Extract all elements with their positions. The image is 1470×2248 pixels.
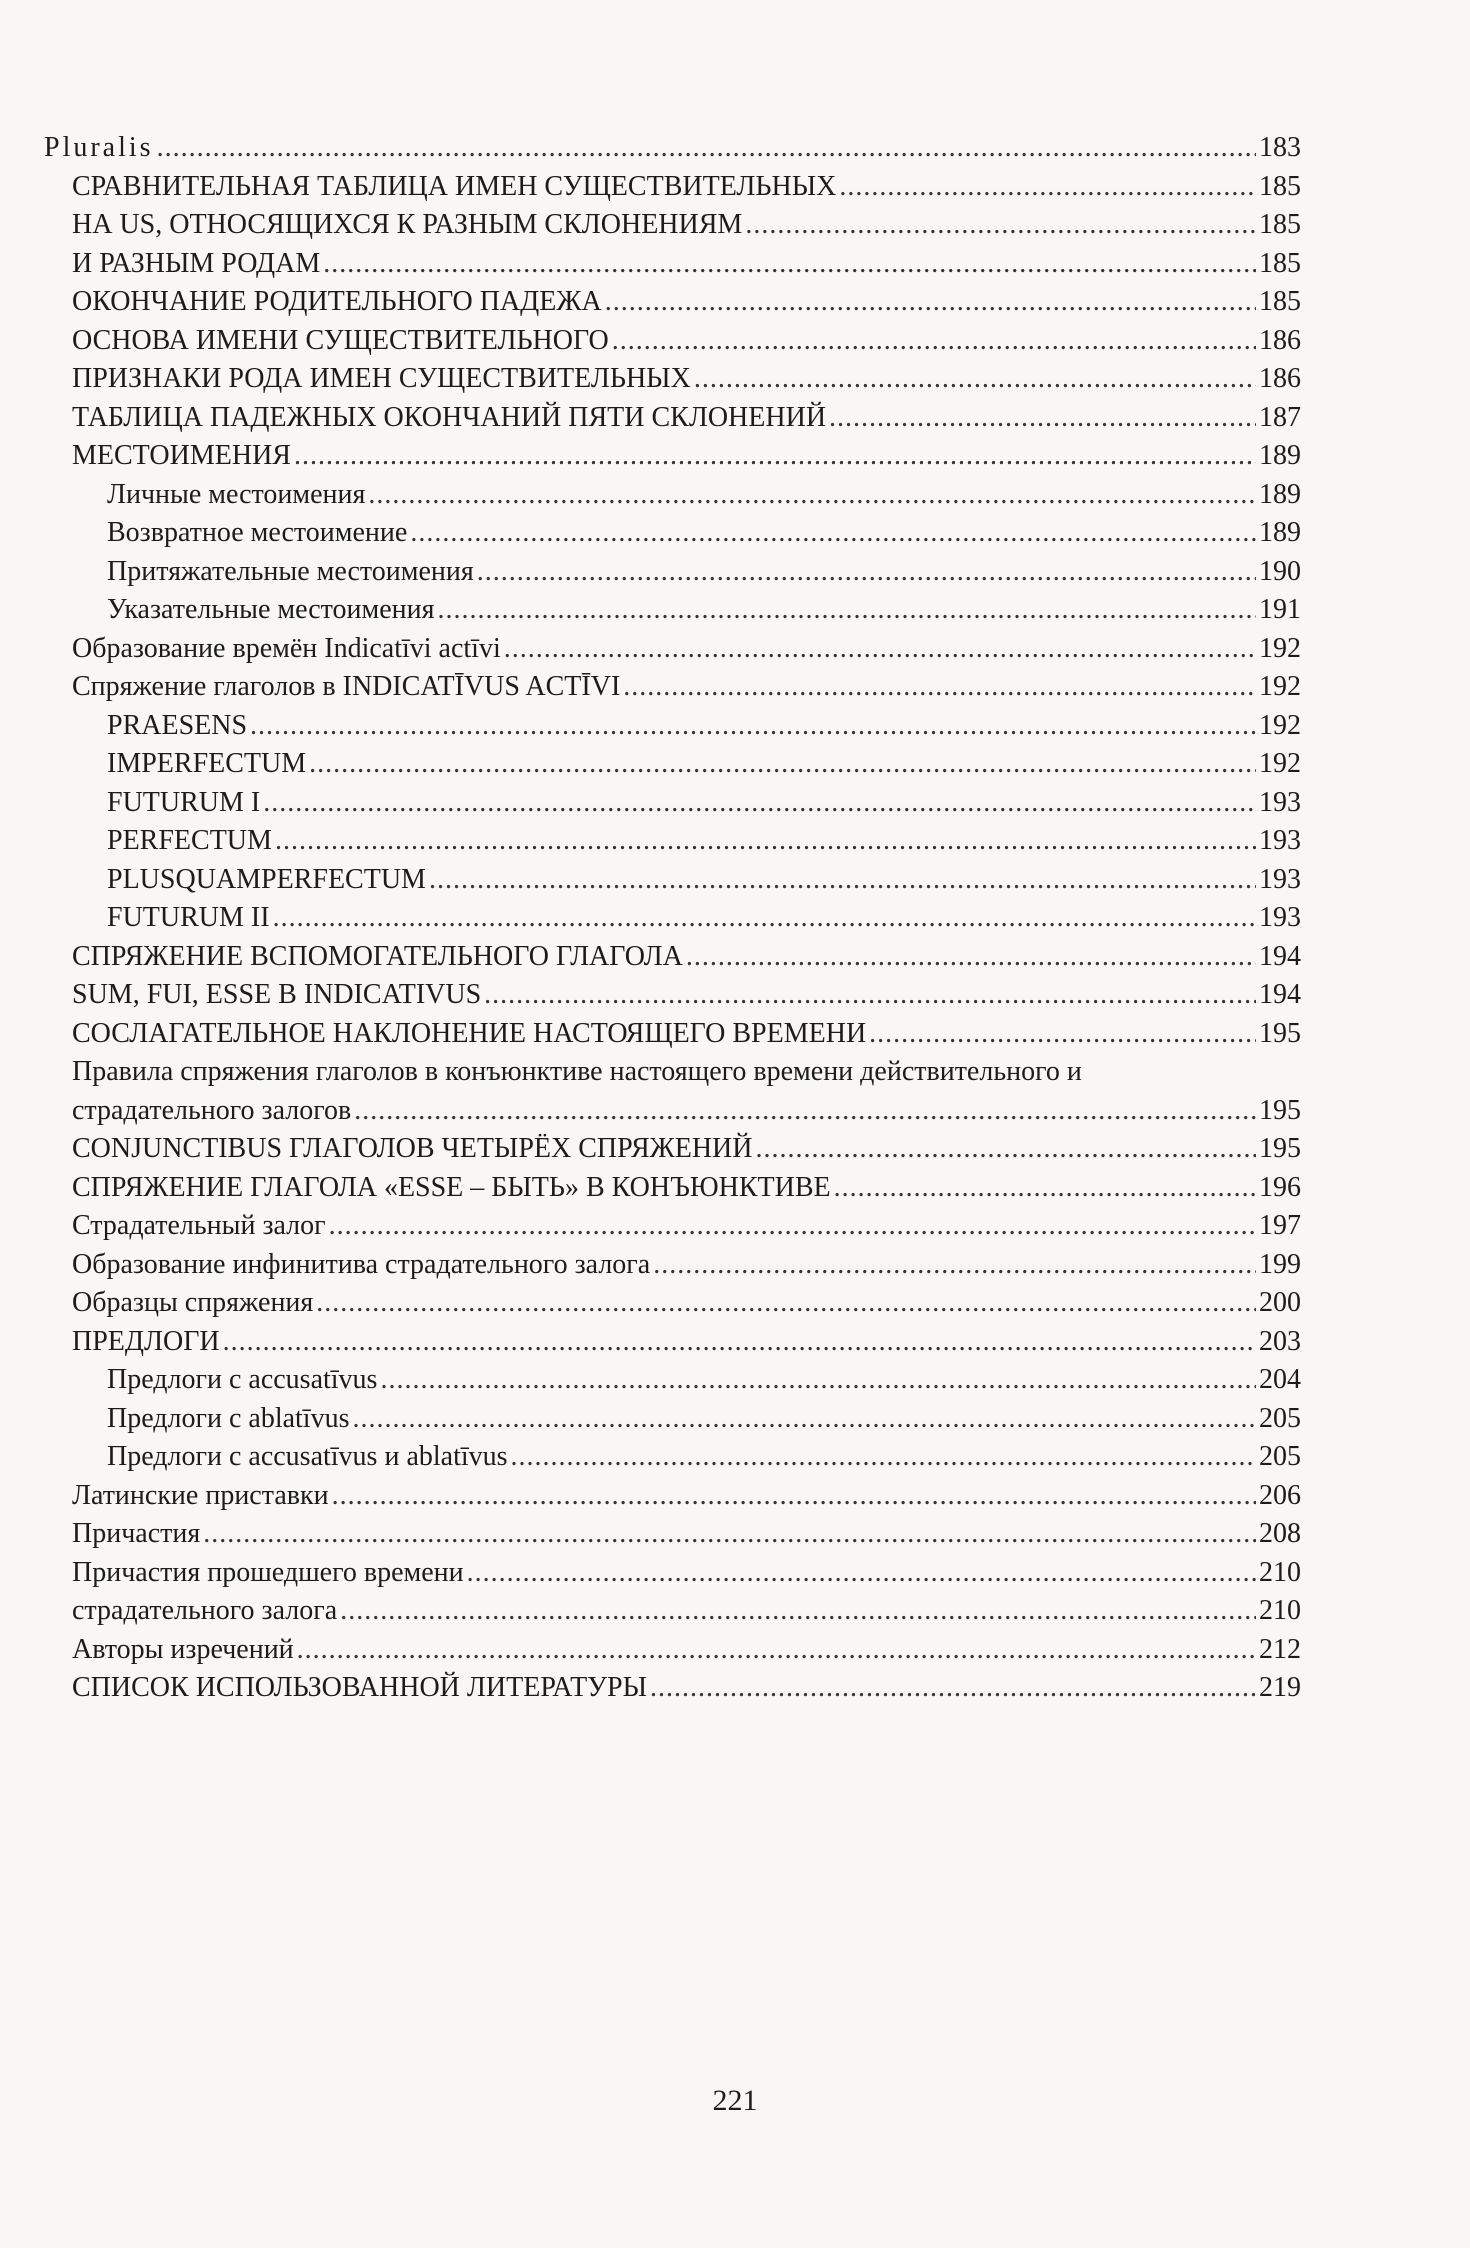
toc-entry	[44, 553, 1301, 592]
toc-entry-page: 195	[1259, 1017, 1301, 1049]
toc-entry-title: Латинские приставки	[72, 1479, 329, 1511]
toc-entry-title: ПРЕДЛОГИ	[72, 1325, 220, 1357]
toc-entry	[44, 245, 1301, 284]
toc-entry-page: 186	[1259, 363, 1301, 394]
toc-entry-page: 196	[1259, 1171, 1301, 1203]
toc-entry-title: Образцы спряжения	[72, 1287, 314, 1318]
dot-leader	[275, 822, 1256, 861]
dot-leader	[329, 1207, 1256, 1246]
toc-entry-page: 210	[1259, 1556, 1301, 1588]
toc-entry-title: Возвратное местоимение	[107, 517, 408, 548]
dot-leader	[650, 1669, 1256, 1708]
toc-entry-title: Образование времён Indicatīvi actīvi	[72, 632, 501, 664]
toc-entry	[44, 1323, 1301, 1362]
toc-entry-title: Притяжательные местоимения	[107, 555, 474, 587]
toc-entry-title: ПРИЗНАКИ РОДА ИМЕН СУЩЕСТВИТЕЛЬНЫХ	[72, 363, 691, 394]
toc-entry-page: 194	[1259, 940, 1301, 972]
toc-entry	[44, 591, 1301, 630]
toc-entry	[44, 1554, 1301, 1593]
toc-entry-title: Предлоги с accusatīvus и ablatīvus	[107, 1441, 508, 1472]
toc-entry	[44, 1246, 1301, 1285]
dot-leader	[745, 206, 1256, 245]
toc-entry-page: 193	[1259, 863, 1301, 895]
toc-entry	[44, 1669, 1301, 1708]
page-number: 221	[712, 2084, 758, 2117]
toc-entry-page: 206	[1259, 1479, 1301, 1511]
dot-leader	[316, 1284, 1256, 1323]
toc-entry-title: Указательные местоимения	[107, 594, 435, 625]
toc-entry-page: 205	[1259, 1441, 1301, 1472]
toc-entry	[44, 938, 1301, 977]
dot-leader	[755, 1130, 1256, 1169]
toc-entry-title: FUTURUM I	[107, 786, 261, 818]
dot-leader	[653, 1246, 1256, 1285]
toc-entry-line2	[72, 1092, 1301, 1131]
toc-entry-page: 189	[1259, 517, 1301, 548]
toc-entry	[44, 1207, 1301, 1246]
toc-entry	[44, 899, 1301, 938]
table-of-contents	[44, 129, 1301, 1708]
toc-entry	[44, 1592, 1301, 1631]
dot-leader	[223, 1323, 1256, 1362]
toc-entry-page: 195	[1259, 1094, 1301, 1126]
toc-entry-page: 186	[1259, 324, 1301, 356]
dot-leader	[623, 668, 1256, 707]
toc-entry-page: 208	[1259, 1518, 1301, 1549]
toc-entry	[44, 1438, 1301, 1477]
toc-entry	[44, 1400, 1301, 1439]
dot-leader	[380, 1361, 1256, 1400]
toc-entry	[44, 668, 1301, 707]
toc-entry-title: SUM, FUI, ESSE В INDICATIVUS	[72, 979, 482, 1010]
toc-entry-title: СОСЛАГАТЕЛЬНОЕ НАКЛОНЕНИЕ НАСТОЯЩЕГО ВРЕМЕНИ	[72, 1017, 867, 1049]
dot-leader	[834, 1169, 1256, 1208]
dot-leader	[294, 437, 1256, 476]
toc-entry	[44, 1284, 1301, 1323]
dot-leader	[309, 745, 1256, 784]
toc-entry	[44, 1015, 1301, 1054]
toc-entry-title: PERFECTUM	[107, 825, 272, 856]
toc-entry-wrapped	[44, 1053, 1301, 1130]
dot-leader	[157, 129, 1256, 168]
toc-entry-title: СПРЯЖЕНИЕ ГЛАГОЛА «ESSE – БЫТЬ» В КОНЪЮНКТИВЕ	[72, 1171, 831, 1203]
toc-entry	[44, 1631, 1301, 1670]
toc-entry-page: 203	[1259, 1325, 1301, 1357]
toc-entry-page: 183	[1259, 132, 1301, 163]
dot-leader	[332, 1477, 1256, 1516]
toc-entry	[44, 1361, 1301, 1400]
toc-entry-title: CONJUNCTIBUS ГЛАГОЛОВ ЧЕТЫРЁХ СПРЯЖЕНИЙ	[72, 1133, 753, 1164]
dot-leader	[352, 1400, 1256, 1439]
toc-entry-page: 192	[1259, 709, 1301, 741]
dot-leader	[612, 322, 1256, 361]
toc-entry	[44, 476, 1301, 515]
toc-entry	[44, 399, 1301, 438]
dot-leader	[263, 784, 1256, 823]
toc-entry	[44, 168, 1301, 207]
dot-leader	[340, 1592, 1256, 1631]
dot-leader	[429, 861, 1256, 900]
dot-leader	[484, 976, 1256, 1015]
toc-entry	[44, 206, 1301, 245]
dot-leader	[203, 1515, 1256, 1554]
toc-entry-page: 193	[1259, 902, 1301, 933]
toc-entry-page: 199	[1259, 1248, 1301, 1280]
toc-entry-page: 204	[1259, 1364, 1301, 1395]
toc-entry-page: 195	[1259, 1133, 1301, 1164]
toc-entry-title: страдательного залога	[72, 1595, 338, 1626]
toc-entry-page: 189	[1259, 440, 1301, 471]
toc-entry-page: 193	[1259, 825, 1301, 856]
dot-leader	[273, 899, 1256, 938]
toc-entry-title: Страдательный залог	[72, 1210, 326, 1241]
dot-leader	[694, 360, 1256, 399]
toc-entry-page: 192	[1259, 671, 1301, 702]
toc-entry-title: Образование инфинитива страдательного залога	[72, 1248, 651, 1280]
toc-entry	[44, 784, 1301, 823]
toc-entry	[44, 861, 1301, 900]
toc-entry-title: IMPERFECTUM	[107, 748, 307, 779]
toc-entry-page: 190	[1259, 555, 1301, 587]
toc-entry	[44, 976, 1301, 1015]
toc-entry-page: 219	[1259, 1672, 1301, 1703]
dot-leader	[511, 1438, 1256, 1477]
dot-leader	[297, 1631, 1256, 1670]
dot-leader	[354, 1092, 1256, 1131]
toc-entry-title: ТАБЛИЦА ПАДЕЖНЫХ ОКОНЧАНИЙ ПЯТИ СКЛОНЕНИЙ	[72, 401, 827, 433]
toc-entry-page: 210	[1259, 1595, 1301, 1626]
dot-leader	[368, 476, 1256, 515]
dot-leader	[477, 553, 1256, 592]
dot-leader	[839, 168, 1256, 207]
toc-entry-page: 185	[1259, 286, 1301, 317]
dot-leader	[829, 399, 1256, 438]
toc-entry-page: 185	[1259, 209, 1301, 240]
dot-leader	[869, 1015, 1256, 1054]
dot-leader	[686, 938, 1256, 977]
toc-entry-page: 212	[1259, 1633, 1301, 1665]
toc-entry-title: Причастия	[72, 1518, 201, 1549]
toc-entry-title: Личные местоимения	[107, 478, 366, 510]
toc-entry-title: НА US, ОТНОСЯЩИХСЯ К РАЗНЫМ СКЛОНЕНИЯМ	[72, 209, 743, 240]
toc-entry-page: 197	[1259, 1210, 1301, 1241]
toc-entry-page: 185	[1259, 247, 1301, 279]
toc-entry-page: 205	[1259, 1402, 1301, 1434]
dot-leader	[250, 707, 1256, 746]
toc-entry-page: 193	[1259, 786, 1301, 818]
toc-entry	[44, 707, 1301, 746]
toc-entry-page: 200	[1259, 1287, 1301, 1318]
dot-leader	[467, 1554, 1256, 1593]
dot-leader	[323, 245, 1256, 284]
toc-entry	[44, 1515, 1301, 1554]
toc-entry-title: FUTURUM II	[107, 902, 270, 933]
toc-entry	[44, 630, 1301, 669]
toc-entry-title: PLUSQUAMPERFECTUM	[107, 863, 426, 895]
toc-entry-title: Авторы изречений	[72, 1633, 294, 1665]
toc-entry-title: МЕСТОИМЕНИЯ	[72, 440, 291, 471]
toc-entry	[44, 514, 1301, 553]
toc-entry	[44, 322, 1301, 361]
toc-entry	[44, 1130, 1301, 1169]
toc-entry	[44, 360, 1301, 399]
toc-entry-title: СПРЯЖЕНИЕ ВСПОМОГАТЕЛЬНОГО ГЛАГОЛА	[72, 940, 683, 972]
toc-entry-page: 189	[1259, 478, 1301, 510]
toc-entry	[44, 1477, 1301, 1516]
toc-entry	[44, 437, 1301, 476]
toc-entry-title-line1: Правила спряжения глаголов в конъюнктиве настоящего времени действительного и	[72, 1056, 1082, 1087]
toc-entry	[44, 129, 1301, 168]
toc-entry-page: 192	[1259, 748, 1301, 779]
toc-entry-title: Спряжение глаголов в INDICATĪVUS ACTĪVI	[72, 671, 621, 702]
toc-entry-title: Причастия прошедшего времени	[72, 1556, 464, 1588]
toc-entry-page: 191	[1259, 594, 1301, 625]
toc-entry-title: Предлоги с accusatīvus	[107, 1364, 378, 1395]
toc-entry	[44, 1169, 1301, 1208]
toc-entry-page: 194	[1259, 979, 1301, 1010]
toc-entry	[44, 745, 1301, 784]
dot-leader	[605, 283, 1256, 322]
dot-leader	[437, 591, 1256, 630]
toc-entry	[44, 283, 1301, 322]
dot-leader	[504, 630, 1256, 669]
toc-entry-title: PRAESENS	[107, 709, 248, 741]
toc-entry-page: 187	[1259, 401, 1301, 433]
toc-entry-page: 192	[1259, 632, 1301, 664]
toc-entry-title: И РАЗНЫМ РОДАМ	[72, 247, 321, 279]
toc-entry-title: Pluralis	[44, 132, 154, 163]
toc-entry-title: СРАВНИТЕЛЬНАЯ ТАБЛИЦА ИМЕН СУЩЕСТВИТЕЛЬНЫХ	[72, 170, 837, 202]
toc-entry-title: Предлоги с ablatīvus	[107, 1402, 350, 1434]
toc-entry-title: ОКОНЧАНИЕ РОДИТЕЛЬНОГО ПАДЕЖА	[72, 286, 602, 317]
toc-entry-title: СПИСОК ИСПОЛЬЗОВАННОЙ ЛИТЕРАТУРЫ	[72, 1672, 647, 1703]
toc-entry-title: ОСНОВА ИМЕНИ СУЩЕСТВИТЕЛЬНОГО	[72, 324, 609, 356]
toc-entry-page: 185	[1259, 170, 1301, 202]
dot-leader	[410, 514, 1256, 553]
toc-entry-title-line2: страдательного залогов	[72, 1094, 352, 1126]
toc-entry	[44, 822, 1301, 861]
